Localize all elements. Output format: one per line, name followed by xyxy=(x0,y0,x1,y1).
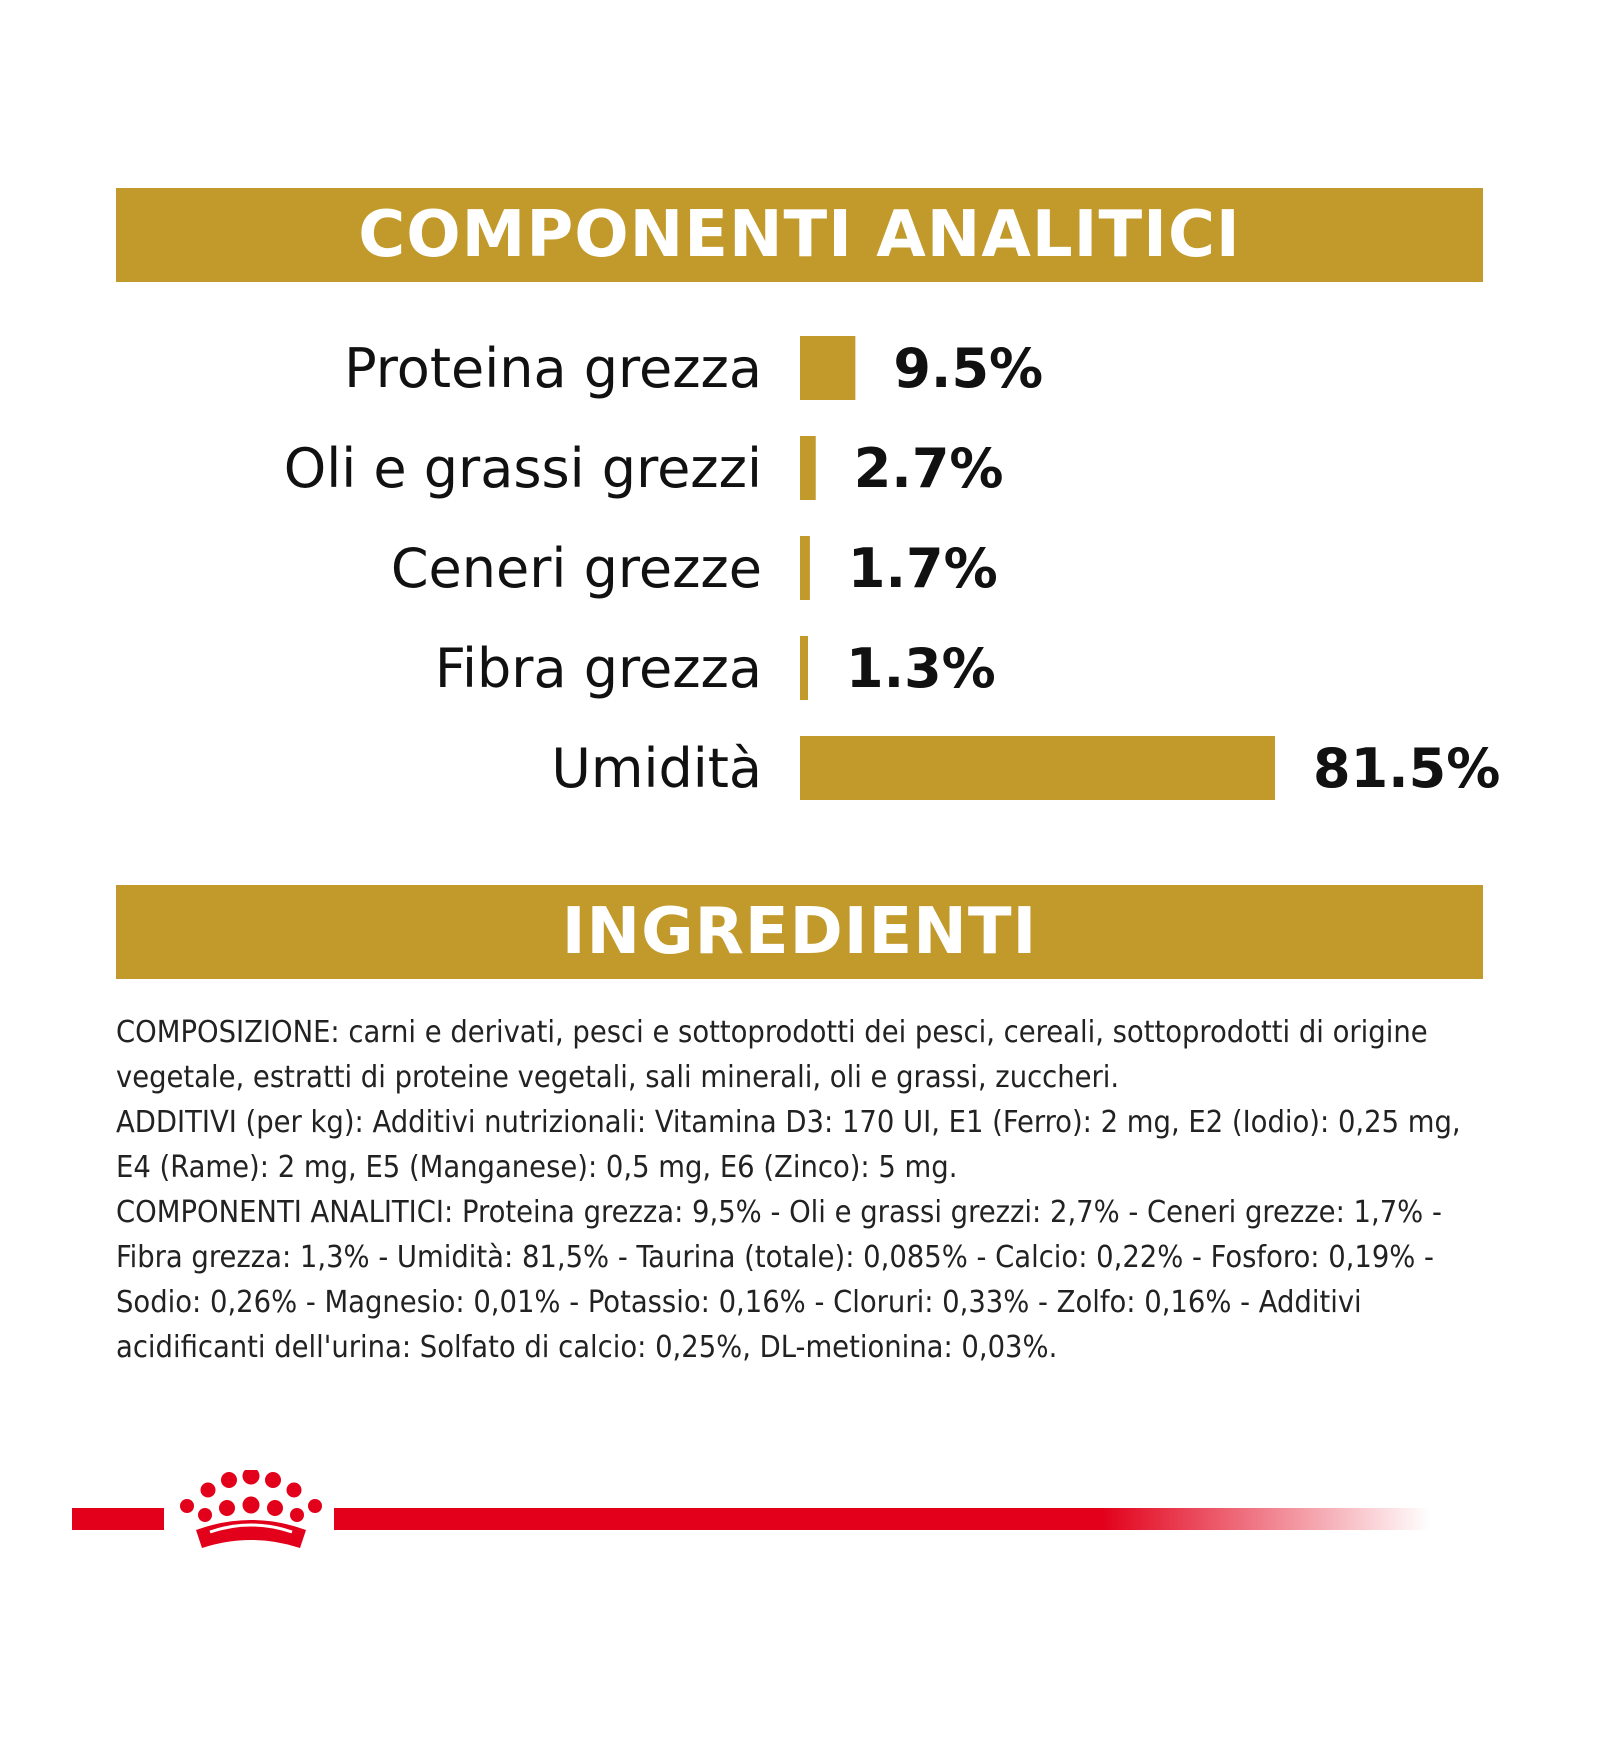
additives-paragraph: ADDITIVI (per kg): Additivi nutrizionali: Vitamina D3: 170 UI, E1 (Ferro): 2 mg, E2 (Iodio): 0,25 mg, E4 (Rame): 2 mg, E5 (Manganese): 0,5 mg, E6 (Zinco): 5 mg. xyxy=(116,1105,1461,1185)
bar xyxy=(800,736,1275,800)
category-label: Fibra grezza xyxy=(434,637,762,700)
bar xyxy=(800,636,808,700)
brand-stripe-left xyxy=(72,1508,164,1530)
value-label: 2.7% xyxy=(853,437,1004,500)
category-label: Umidità xyxy=(551,737,762,800)
ingredients-banner: INGREDIENTI xyxy=(116,885,1483,979)
bar xyxy=(800,436,816,500)
ingredients-text-block xyxy=(116,1010,1496,1370)
analytics-banner: COMPONENTI ANALITICI xyxy=(116,188,1483,282)
composition-paragraph: COMPOSIZIONE: carni e derivati, pesci e sottoprodotti dei pesci, cereali, sottoprodotti di origine vegetale, estratti di proteine vegetali, sali minerali, oli e grassi, zuccheri. xyxy=(116,1015,1428,1095)
bar xyxy=(800,536,810,600)
brand-footer-bar xyxy=(0,1470,1600,1560)
value-label: 1.7% xyxy=(847,537,998,600)
category-label: Proteina grezza xyxy=(344,337,762,400)
crown-icon xyxy=(180,1470,322,1522)
bar xyxy=(800,336,855,400)
category-label: Ceneri grezze xyxy=(390,537,762,600)
value-label: 1.3% xyxy=(846,637,996,700)
analytics-bar-chart xyxy=(0,310,1600,830)
value-label: 9.5% xyxy=(893,337,1044,400)
analytical-paragraph: COMPONENTI ANALITICI: Proteina grezza: 9,5% - Oli e grassi grezzi: 2,7% - Ceneri grezze: 1,7% - Fibra grezza: 1,3% - Umidità: 81,5% - Taurina (totale): 0,085% - Calcio: 0,22% - Fosforo: 0,19% - Sodio: 0,26% - Magnesio: 0,01% - Potassio: 0,16% - Cloruri: 0,33% - Zolfo: 0,16% - Additivi acidificanti dell'urina: Solfato di calcio: 0,25%, DL-metionina: 0,03%. xyxy=(116,1195,1442,1365)
value-label: 81.5% xyxy=(1313,737,1501,800)
brand-stripe-right xyxy=(334,1508,1430,1530)
category-label: Oli e grassi grezzi xyxy=(283,437,762,500)
